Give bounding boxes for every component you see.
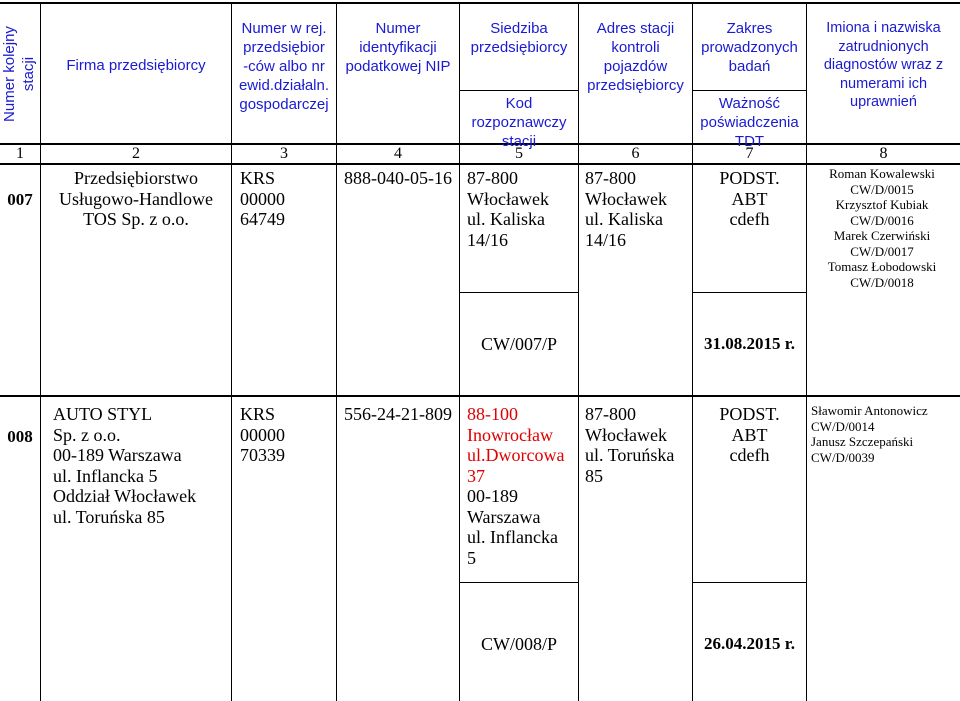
row-007-adres: 87-800 Włocławek ul. Kaliska 14/16 bbox=[585, 168, 667, 250]
row-008-adres: 87-800 Włocławek ul. Toruńska 85 bbox=[585, 404, 675, 486]
header-num-8: 8 bbox=[879, 145, 888, 162]
table-border bbox=[692, 292, 806, 293]
header-zakres: Zakres prowadzonych badań bbox=[701, 20, 798, 75]
header-kod: Kod rozpoznawczy stacji bbox=[471, 95, 567, 150]
row-007-zakres: PODST. ABT cdefh bbox=[719, 168, 780, 229]
table-border bbox=[336, 2, 337, 701]
row-007-waznosc: 31.08.2015 r. bbox=[704, 334, 795, 353]
header-num-7: 7 bbox=[745, 145, 754, 162]
row-008-firma: AUTO STYL Sp. z o.o. 00-189 Warszawa ul. Inflancka 5 Oddział Włocławek ul. Toruńska 85 bbox=[53, 404, 197, 527]
row-008-siedziba-cd: 00-189 Warszawa ul. Inflancka 5 bbox=[467, 486, 558, 568]
header-waznosc: Ważność poświadczenia TDT bbox=[700, 95, 799, 150]
table-border bbox=[459, 582, 578, 583]
header-lp: Numer kolejny stacji bbox=[1, 26, 37, 122]
table-border bbox=[692, 90, 806, 91]
table-border bbox=[692, 582, 806, 583]
table-border bbox=[0, 395, 960, 397]
row-008-siedziba: 88-100 Inowrocław ul.Dworcowa 37 bbox=[467, 404, 565, 486]
row-007-rejestr: KRS 00000 64749 bbox=[240, 168, 285, 229]
header-num-5: 5 bbox=[515, 145, 523, 162]
header-num-6: 6 bbox=[631, 145, 640, 162]
row-007-nip: 888-040-05-16 bbox=[344, 168, 452, 188]
header-num-1: 1 bbox=[16, 145, 24, 162]
header-firma: Firma przedsiębiorcy bbox=[66, 57, 206, 74]
row-007-diagnosci: Roman Kowalewski CW/D/0015 Krzysztof Kubiak CW/D/0016 Marek Czerwiński CW/D/0017 Tomasz Łobodowski CW/D/0018 bbox=[827, 166, 937, 290]
row-007-siedziba: 87-800 Włocławek ul. Kaliska 14/16 bbox=[467, 168, 549, 250]
header-siedziba: Siedziba przedsiębiorcy bbox=[470, 20, 568, 56]
header-num-2: 2 bbox=[132, 145, 140, 162]
row-008-kod: CW/008/P bbox=[480, 634, 557, 654]
row-008-waznosc: 26.04.2015 r. bbox=[704, 634, 795, 653]
table-border bbox=[459, 292, 578, 293]
header-num-4: 4 bbox=[394, 145, 402, 162]
header-diagnosci: Imiona i nazwiska zatrudnionych diagnostów wraz z numerami ich uprawnień bbox=[823, 20, 944, 110]
row-007-lp: 007 bbox=[7, 190, 33, 209]
header-adres: Adres stacji kontroli pojazdów przedsiębiorcy bbox=[587, 20, 684, 94]
row-008-lp: 008 bbox=[7, 427, 33, 446]
table-border bbox=[0, 2, 960, 4]
row-008-diagnosci: Sławomir Antonowicz CW/D/0014 Janusz Szczepański CW/D/0039 bbox=[811, 403, 928, 465]
row-008-zakres: PODST. ABT cdefh bbox=[719, 404, 780, 465]
row-008-nip: 556-24-21-809 bbox=[344, 404, 452, 424]
row-008-rejestr: KRS 00000 70339 bbox=[240, 404, 285, 465]
row-007-firma: Przedsiębiorstwo Usługowo-Handlowe TOS Sp. z o.o. bbox=[59, 168, 213, 229]
table-border bbox=[578, 2, 579, 701]
row-007-kod: CW/007/P bbox=[480, 334, 557, 354]
header-num-3: 3 bbox=[280, 145, 288, 162]
header-rejestr: Numer w rej. przedsiębior -ców albo nr ewid.działaln. gospodarczej bbox=[238, 20, 330, 113]
table-border bbox=[40, 2, 41, 701]
table-border bbox=[459, 90, 578, 91]
header-nip: Numer identyfikacji podatkowej NIP bbox=[345, 20, 451, 75]
